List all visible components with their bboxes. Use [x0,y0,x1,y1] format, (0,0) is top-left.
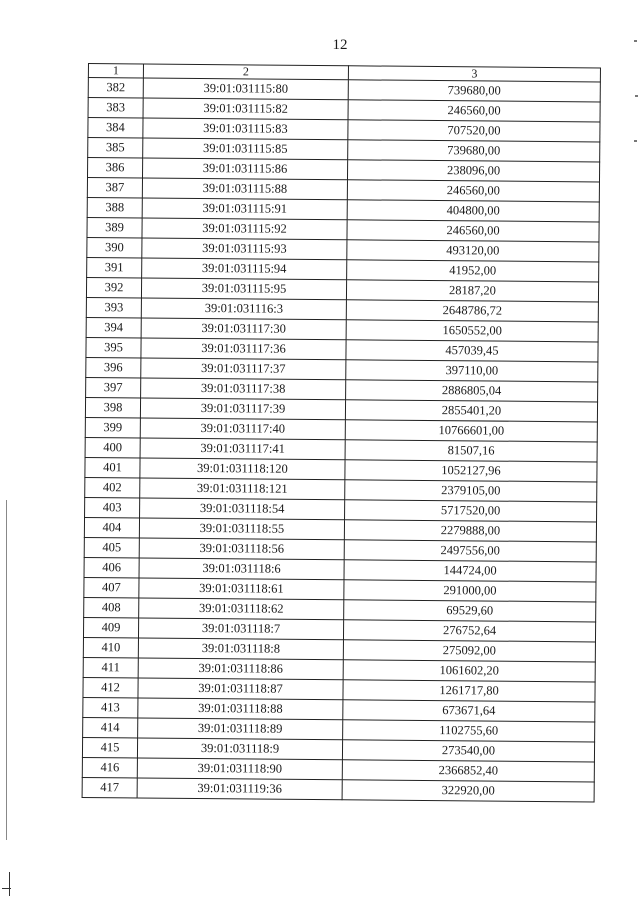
header-col-1: 1 [88,64,143,78]
cadastral-number-cell: 39:01:031118:89 [138,718,343,740]
row-number-cell: 403 [85,497,140,517]
cadastral-number-cell: 39:01:031117:37 [141,358,346,380]
value-cell: 322920,00 [342,780,594,802]
scan-edge-mark [9,872,10,896]
row-number-cell: 382 [88,78,143,98]
scan-edge-mark [634,40,637,42]
value-cell: 275092,00 [343,640,595,662]
row-number-cell: 385 [88,138,143,158]
cadastral-number-cell: 39:01:031118:61 [139,578,344,600]
value-cell: 397110,00 [346,360,598,382]
value-cell: 493120,00 [347,240,599,262]
row-number-cell: 411 [83,657,138,677]
row-number-cell: 410 [83,637,138,657]
cadastral-number-cell: 39:01:031117:36 [141,338,346,360]
row-number-cell: 415 [82,737,137,757]
row-number-cell: 396 [86,357,141,377]
row-number-cell: 393 [86,297,141,317]
cadastral-number-cell: 39:01:031117:41 [140,438,345,460]
row-number-cell: 408 [84,597,139,617]
cadastral-number-cell: 39:01:031117:39 [140,398,345,420]
cadastral-number-cell: 39:01:031115:85 [143,138,348,160]
cadastral-number-cell: 39:01:031118:9 [137,738,342,760]
value-cell: 246560,00 [347,180,599,202]
value-cell: 1052127,96 [345,460,597,482]
row-number-cell: 413 [83,697,138,717]
cadastral-number-cell: 39:01:031115:83 [143,118,348,140]
cadastral-number-cell: 39:01:031118:56 [139,538,344,560]
row-number-cell: 391 [87,257,142,277]
cadastral-number-cell: 39:01:031118:55 [139,518,344,540]
row-number-cell: 407 [84,577,139,597]
value-cell: 291000,00 [344,580,596,602]
cadastral-number-cell: 39:01:031117:30 [141,318,346,340]
cadastral-number-cell: 39:01:031118:7 [138,618,343,640]
row-number-cell: 390 [87,237,142,257]
page-number: 12 [332,37,348,53]
value-cell: 707520,00 [348,120,600,142]
value-cell: 1061602,20 [343,660,595,682]
value-cell: 276752,64 [343,620,595,642]
cadastral-number-cell: 39:01:031118:54 [140,498,345,520]
cadastral-number-cell: 39:01:031116:3 [141,298,346,320]
row-number-cell: 386 [88,158,143,178]
cadastral-number-cell: 39:01:031117:40 [140,418,345,440]
value-cell: 10766601,00 [345,420,597,442]
row-number-cell: 389 [87,217,142,237]
row-number-cell: 409 [83,617,138,637]
cadastral-number-cell: 39:01:031115:95 [141,278,346,300]
row-number-cell: 416 [82,757,137,777]
value-cell: 2366852,40 [342,760,594,782]
value-cell: 739680,00 [348,140,600,162]
row-number-cell: 384 [88,118,143,138]
cadastral-number-cell: 39:01:031118:120 [140,458,345,480]
value-cell: 2379105,00 [345,480,597,502]
row-number-cell: 417 [82,777,137,797]
document-table-wrapper [88,63,601,798]
cadastral-number-cell: 39:01:031115:94 [142,258,347,280]
header-col-3: 3 [348,66,600,82]
cadastral-number-cell: 39:01:031118:121 [140,478,345,500]
scan-edge-mark [634,140,637,142]
value-cell: 457039,45 [346,340,598,362]
table-row [82,777,594,801]
row-number-cell: 401 [85,457,140,477]
value-cell: 69529,60 [344,600,596,622]
value-cell: 246560,00 [347,220,599,242]
row-number-cell: 404 [84,517,139,537]
scan-edge-mark [635,95,638,97]
value-cell: 2886805,04 [346,380,598,402]
cadastral-number-cell: 39:01:031118:88 [138,698,343,720]
value-cell: 2855401,20 [345,400,597,422]
cadastral-number-cell: 39:01:031115:91 [142,198,347,220]
row-number-cell: 405 [84,537,139,557]
value-cell: 2279888,00 [344,520,596,542]
row-number-cell: 395 [86,337,141,357]
cadastral-number-cell: 39:01:031118:62 [139,598,344,620]
value-cell: 1102755,60 [343,720,595,742]
row-number-cell: 414 [83,717,138,737]
cadastral-number-cell: 39:01:031115:88 [142,178,347,200]
value-cell: 673671,64 [343,700,595,722]
value-cell: 41952,00 [347,260,599,282]
row-number-cell: 383 [88,98,143,118]
cadastral-number-cell: 39:01:031117:38 [141,378,346,400]
value-cell: 246560,00 [348,100,600,122]
cadastral-number-cell: 39:01:031118:6 [139,558,344,580]
row-number-cell: 402 [85,477,140,497]
value-cell: 2497556,00 [344,540,596,562]
cadastral-number-cell: 39:01:031118:87 [138,678,343,700]
value-cell: 144724,00 [344,560,596,582]
value-cell: 81507,16 [345,440,597,462]
cadastral-value-table [82,63,601,802]
row-number-cell: 388 [87,197,142,217]
row-number-cell: 406 [84,557,139,577]
row-number-cell: 400 [85,437,140,457]
cadastral-number-cell: 39:01:031115:93 [142,238,347,260]
row-number-cell: 387 [87,178,142,198]
row-number-cell: 398 [85,397,140,417]
cadastral-number-cell: 39:01:031115:92 [142,218,347,240]
row-number-cell: 412 [83,677,138,697]
cadastral-number-cell: 39:01:031115:82 [143,98,348,120]
cadastral-number-cell: 39:01:031118:86 [138,658,343,680]
cadastral-number-cell: 39:01:031118:8 [138,638,343,660]
value-cell: 739680,00 [348,80,600,102]
value-cell: 404800,00 [347,200,599,222]
cadastral-number-cell: 39:01:031118:90 [137,758,342,780]
row-number-cell: 399 [85,417,140,437]
value-cell: 273540,00 [342,740,594,762]
scan-edge-mark [6,500,7,840]
header-col-2: 2 [143,64,348,80]
row-number-cell: 392 [86,277,141,297]
value-cell: 28187,20 [346,280,598,302]
row-number-cell: 394 [86,317,141,337]
table-body [82,64,600,802]
row-number-cell: 397 [86,377,141,397]
cadastral-number-cell: 39:01:031115:80 [143,78,348,100]
value-cell: 238096,00 [347,160,599,182]
value-cell: 1261717,80 [343,680,595,702]
value-cell: 1650552,00 [346,320,598,342]
value-cell: 2648786,72 [346,300,598,322]
value-cell: 5717520,00 [345,500,597,522]
cadastral-number-cell: 39:01:031115:86 [142,158,347,180]
cadastral-number-cell: 39:01:031119:36 [137,778,342,800]
